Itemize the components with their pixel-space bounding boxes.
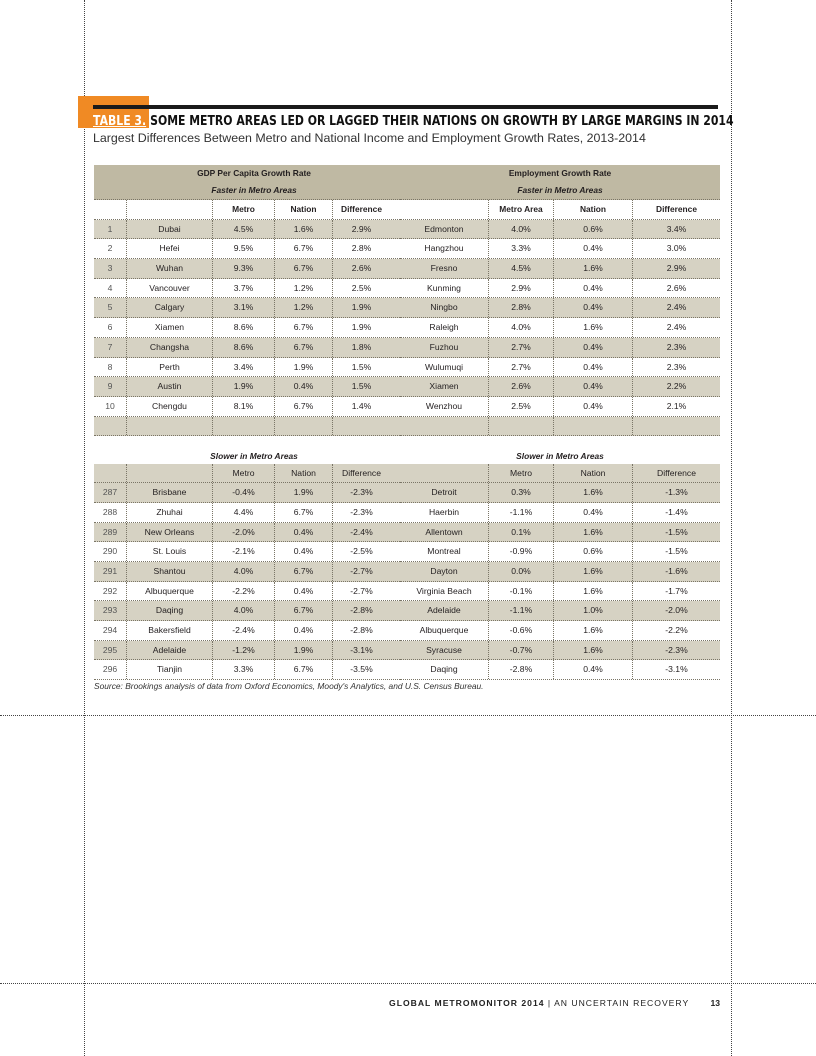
table-cell: 288 <box>94 503 127 522</box>
table-cell: 4.5% <box>489 259 554 278</box>
column-header <box>94 200 127 219</box>
table-cell: -0.7% <box>489 641 554 660</box>
table-cell: -1.6% <box>665 566 688 576</box>
table-row <box>94 660 414 680</box>
table-cell: 0.4% <box>554 377 633 396</box>
table-cell: 2.6% <box>666 282 687 293</box>
table-cell: -3.1% <box>350 644 373 655</box>
table-cell: 1.4% <box>351 400 372 411</box>
table-cell: Adelaide <box>400 601 489 620</box>
table-cell: 2.9% <box>351 223 372 234</box>
table-cell: 4.0% <box>213 562 275 581</box>
table-row <box>94 298 414 318</box>
table-row <box>94 220 414 240</box>
table-row <box>400 503 720 523</box>
table-cell: 0.4% <box>554 298 633 317</box>
table-cell: -2.1% <box>213 542 275 561</box>
guide-bottom <box>0 983 816 984</box>
column-header: Metro <box>489 464 554 483</box>
table-cell: Daqing <box>127 601 213 620</box>
table-cell: 293 <box>94 601 127 620</box>
table-cell: St. Louis <box>127 542 213 561</box>
table-row <box>94 239 414 259</box>
table-cell: 1.6% <box>554 582 633 601</box>
column-header: Difference <box>341 204 382 214</box>
table-row <box>400 621 720 641</box>
emp-faster-column-header <box>400 200 720 220</box>
table-cell: Fuzhou <box>400 338 489 357</box>
column-header: Nation <box>275 464 333 483</box>
table-cell: Wenzhou <box>400 397 489 416</box>
table-cell: 291 <box>94 562 127 581</box>
table-cell: 1.9% <box>351 302 372 313</box>
table-cell: -2.5% <box>350 546 373 557</box>
table-cell: -2.8% <box>350 605 373 616</box>
footer-publication: GLOBAL METROMONITOR 2014 <box>389 998 545 1008</box>
emp-faster-rows <box>400 220 720 417</box>
table-cell: 0.4% <box>275 582 333 601</box>
table-cell: Xiamen <box>127 318 213 337</box>
table-cell: 9.3% <box>213 259 275 278</box>
table-cell: 2.4% <box>666 322 687 333</box>
table-cell: Brisbane <box>127 483 213 502</box>
table-cell: 3.1% <box>213 298 275 317</box>
table-cell: 1.6% <box>554 641 633 660</box>
table-cell: -2.2% <box>213 582 275 601</box>
footer-section: AN UNCERTAIN RECOVERY <box>554 998 690 1008</box>
table-cell: 0.6% <box>554 542 633 561</box>
table-cell: 8.1% <box>213 397 275 416</box>
emp-slower-label: Slower in Metro Areas <box>516 450 604 461</box>
table-cell: 1.9% <box>213 377 275 396</box>
table-row <box>94 338 414 358</box>
column-header <box>127 464 213 483</box>
table-cell: 0.4% <box>554 338 633 357</box>
table-cell: -2.7% <box>350 585 373 596</box>
emp-table-title: Employment Growth Rate <box>400 165 720 182</box>
table-cell: Albuquerque <box>127 582 213 601</box>
table-cell: 2 <box>94 239 127 258</box>
table-row <box>400 397 720 417</box>
table-cell: -2.4% <box>350 526 373 537</box>
table-cell: 1.9% <box>351 322 372 333</box>
table-cell: 1.5% <box>351 381 372 392</box>
gdp-slower-rows <box>94 483 414 680</box>
table-cell: 1.2% <box>275 279 333 298</box>
table-number: TABLE 3. <box>93 113 147 129</box>
table-cell: Detroit <box>400 483 489 502</box>
table-cell: 3.7% <box>213 279 275 298</box>
table-cell: Daqing <box>400 660 489 679</box>
table-cell: -2.8% <box>489 660 554 679</box>
table-row <box>400 318 720 338</box>
table-cell: 6.7% <box>275 239 333 258</box>
table-row <box>400 358 720 378</box>
table-row <box>400 483 720 503</box>
table-cell: 0.4% <box>554 503 633 522</box>
table-cell: 0.0% <box>489 562 554 581</box>
table-cell: Montreal <box>400 542 489 561</box>
table-cell: Zhuhai <box>127 503 213 522</box>
table-cell: 2.9% <box>489 279 554 298</box>
column-header: Metro <box>213 464 275 483</box>
table-cell: 0.4% <box>275 377 333 396</box>
table-title-text: SOME METRO AREAS LED OR LAGGED THEIR NATIONS ON GROWTH BY LARGE MARGINS IN 2014 <box>150 113 734 129</box>
table-cell: 287 <box>94 483 127 502</box>
table-cell: Bakersfield <box>127 621 213 640</box>
table-cell: 6.7% <box>275 601 333 620</box>
column-header: Nation <box>554 464 633 483</box>
table-cell: 4.4% <box>213 503 275 522</box>
table-cell: 5 <box>94 298 127 317</box>
table-cell: Syracuse <box>400 641 489 660</box>
table-cell: 292 <box>94 582 127 601</box>
table-cell: Ningbo <box>400 298 489 317</box>
table-cell: 2.3% <box>666 341 687 352</box>
emp-faster-label: Faster in Metro Areas <box>400 182 720 200</box>
table-cell: 0.3% <box>489 483 554 502</box>
table-cell: 2.7% <box>489 358 554 377</box>
table-cell: -2.4% <box>213 621 275 640</box>
table-cell: -2.0% <box>213 523 275 542</box>
table-row <box>94 601 414 621</box>
gdp-slower-label: Slower in Metro Areas <box>210 450 298 461</box>
table-cell: Dubai <box>127 220 213 239</box>
table-cell: 8 <box>94 358 127 377</box>
table-cell: -2.2% <box>665 625 688 636</box>
table-cell: -2.3% <box>350 506 373 517</box>
table-cell: 1.6% <box>554 523 633 542</box>
table-cell: 1.8% <box>351 341 372 352</box>
table-cell: 6.7% <box>275 397 333 416</box>
table-cell: 10 <box>94 397 127 416</box>
table-cell: 1 <box>94 220 127 239</box>
table-cell: Kunming <box>400 279 489 298</box>
table-cell: -2.3% <box>665 644 688 655</box>
table-cell: -1.4% <box>665 506 688 517</box>
column-header: Metro Area <box>489 200 554 219</box>
table-cell: -2.7% <box>350 566 373 576</box>
table-cell: 2.5% <box>489 397 554 416</box>
table-cell: 3.0% <box>666 243 687 254</box>
column-header <box>400 464 489 483</box>
table-cell: 1.6% <box>554 621 633 640</box>
table-cell: Albuquerque <box>400 621 489 640</box>
table-cell: 8.6% <box>213 318 275 337</box>
table-cell: 6.7% <box>275 503 333 522</box>
title-rule <box>93 105 718 109</box>
table-cell: 6 <box>94 318 127 337</box>
table-cell: -3.5% <box>350 664 373 675</box>
table-cell: Hangzhou <box>400 239 489 258</box>
table-cell: Dayton <box>400 562 489 581</box>
table-cell: 7 <box>94 338 127 357</box>
table-cell: 6.7% <box>275 660 333 679</box>
table-cell: 3.4% <box>666 223 687 234</box>
column-header <box>400 200 489 219</box>
table-cell: 1.0% <box>554 601 633 620</box>
table-row <box>94 641 414 661</box>
table-cell: 1.2% <box>275 298 333 317</box>
guide-right <box>731 0 732 1056</box>
table-row <box>400 641 720 661</box>
table-row <box>400 601 720 621</box>
table-cell: -1.2% <box>213 641 275 660</box>
table-row <box>400 377 720 397</box>
table-cell: -1.5% <box>665 546 688 557</box>
column-header <box>127 200 213 219</box>
table-cell: 2.9% <box>666 263 687 274</box>
table-cell: Tianjin <box>127 660 213 679</box>
table-cell: Changsha <box>127 338 213 357</box>
column-header: Difference <box>656 204 697 214</box>
table-cell: 6.7% <box>275 259 333 278</box>
table-row <box>400 542 720 562</box>
table-cell: 9.5% <box>213 239 275 258</box>
column-header: Nation <box>554 200 633 219</box>
table-row <box>400 279 720 299</box>
table-row <box>94 259 414 279</box>
table-row <box>94 523 414 543</box>
table-cell: 3.3% <box>213 660 275 679</box>
table-cell: Wulumuqi <box>400 358 489 377</box>
table-cell: -1.3% <box>665 487 688 498</box>
table-cell: 3.3% <box>489 239 554 258</box>
column-header: Difference <box>656 467 696 478</box>
page-number: 13 <box>710 998 720 1008</box>
gdp-table-title: GDP Per Capita Growth Rate <box>94 165 414 182</box>
table-cell: 2.7% <box>489 338 554 357</box>
table-cell: 4.0% <box>489 220 554 239</box>
table-cell: Shantou <box>127 562 213 581</box>
table-row <box>94 621 414 641</box>
table-cell: 3.4% <box>213 358 275 377</box>
table-cell: 2.8% <box>351 243 372 254</box>
table-cell: Haerbin <box>400 503 489 522</box>
gdp-faster-column-header <box>94 200 414 220</box>
table-cell: 4.5% <box>213 220 275 239</box>
table-cell: -0.6% <box>489 621 554 640</box>
table-cell: -1.1% <box>489 601 554 620</box>
table-cell: 2.4% <box>666 302 687 313</box>
table-cell: 0.4% <box>554 397 633 416</box>
table-cell: -2.8% <box>350 625 373 636</box>
table-cell: 1.9% <box>275 483 333 502</box>
table-cell: Vancouver <box>127 279 213 298</box>
table-cell: 4.0% <box>213 601 275 620</box>
table-cell: Calgary <box>127 298 213 317</box>
gdp-table <box>94 165 414 680</box>
table-cell: 1.9% <box>275 358 333 377</box>
table-cell: -0.4% <box>213 483 275 502</box>
table-row <box>400 562 720 582</box>
employment-table <box>400 165 720 680</box>
table-subtitle: Largest Differences Between Metro and National Income and Employment Growth Rates, 2013-2014 <box>93 131 646 145</box>
gdp-faster-label: Faster in Metro Areas <box>94 182 414 200</box>
table-cell: Allentown <box>400 523 489 542</box>
emp-slower-rows <box>400 483 720 680</box>
table-cell: -1.1% <box>489 503 554 522</box>
column-header: Nation <box>275 200 333 219</box>
gdp-spacer-row <box>94 417 414 436</box>
table-cell: 296 <box>94 660 127 679</box>
table-cell: 0.4% <box>554 239 633 258</box>
table-row <box>400 239 720 259</box>
guide-mid <box>0 715 816 716</box>
table-cell: 0.4% <box>554 358 633 377</box>
table-cell: Xiamen <box>400 377 489 396</box>
footer-separator: | <box>547 998 552 1008</box>
table-cell: 1.6% <box>554 562 633 581</box>
table-cell: 2.5% <box>351 282 372 293</box>
table-cell: 2.3% <box>666 361 687 372</box>
table-cell: 1.6% <box>554 259 633 278</box>
column-header: Difference <box>341 467 381 478</box>
table-cell: Edmonton <box>400 220 489 239</box>
gdp-faster-rows <box>94 220 414 417</box>
table-cell: -1.7% <box>665 585 688 596</box>
table-row <box>94 397 414 417</box>
table-cell: -1.5% <box>665 526 688 537</box>
column-header: Metro <box>213 200 275 219</box>
table-row <box>94 483 414 503</box>
table-cell: 4.0% <box>489 318 554 337</box>
table-cell: Chengdu <box>127 397 213 416</box>
table-cell: 2.8% <box>489 298 554 317</box>
emp-slower-column-header <box>400 464 720 484</box>
table-cell: Adelaide <box>127 641 213 660</box>
table-row <box>400 298 720 318</box>
table-cell: Raleigh <box>400 318 489 337</box>
emp-spacer-row <box>400 417 720 436</box>
source-note: Source: Brookings analysis of data from Oxford Economics, Moody's Analytics, and U.S. Census Bureau. <box>94 681 484 691</box>
table-cell: Austin <box>127 377 213 396</box>
table-cell: 0.1% <box>489 523 554 542</box>
table-cell: -3.1% <box>665 664 688 675</box>
table-row <box>400 220 720 240</box>
page-footer <box>389 998 720 1008</box>
table-cell: 1.6% <box>275 220 333 239</box>
table-cell: Virginia Beach <box>400 582 489 601</box>
column-header <box>94 464 127 483</box>
table-cell: 6.7% <box>275 562 333 581</box>
table-cell: 1.6% <box>554 483 633 502</box>
table-cell: -0.1% <box>489 582 554 601</box>
table-row <box>400 259 720 279</box>
table-cell: 294 <box>94 621 127 640</box>
gdp-slower-column-header <box>94 464 414 484</box>
table-cell: 289 <box>94 523 127 542</box>
table-row <box>400 523 720 543</box>
table-cell: 0.6% <box>554 220 633 239</box>
table-cell: -0.9% <box>489 542 554 561</box>
table-cell: 2.6% <box>351 263 372 274</box>
table-cell: 9 <box>94 377 127 396</box>
table-cell: 6.7% <box>275 338 333 357</box>
table-cell: 0.4% <box>275 621 333 640</box>
table-cell: Hefei <box>127 239 213 258</box>
table-cell: New Orleans <box>127 523 213 542</box>
table-row <box>94 503 414 523</box>
table-row <box>94 542 414 562</box>
table-cell: 1.9% <box>275 641 333 660</box>
table-cell: 2.2% <box>666 381 687 392</box>
table-row <box>94 377 414 397</box>
table-cell: 3 <box>94 259 127 278</box>
table-cell: -2.3% <box>350 487 373 498</box>
table-cell: Perth <box>127 358 213 377</box>
table-row <box>94 582 414 602</box>
table-cell: 0.4% <box>554 279 633 298</box>
table-cell: 8.6% <box>213 338 275 357</box>
table-cell: 0.4% <box>275 542 333 561</box>
table-cell: Wuhan <box>127 259 213 278</box>
table-cell: 295 <box>94 641 127 660</box>
table-row <box>94 358 414 378</box>
table-cell: 290 <box>94 542 127 561</box>
table-cell: 0.4% <box>554 660 633 679</box>
table-cell: 1.6% <box>554 318 633 337</box>
table-cell: Fresno <box>400 259 489 278</box>
table-cell: 2.1% <box>666 400 687 411</box>
table-cell: 1.5% <box>351 361 372 372</box>
table-row <box>400 338 720 358</box>
table-row <box>94 562 414 582</box>
guide-left <box>84 0 85 1056</box>
table-cell: 0.4% <box>275 523 333 542</box>
table-cell: 6.7% <box>275 318 333 337</box>
table-row <box>94 279 414 299</box>
table-row <box>400 660 720 680</box>
table-cell: 2.6% <box>489 377 554 396</box>
table-row <box>94 318 414 338</box>
table-cell: -2.0% <box>665 605 688 616</box>
table-row <box>400 582 720 602</box>
table-cell: 4 <box>94 279 127 298</box>
table-title <box>93 112 734 130</box>
